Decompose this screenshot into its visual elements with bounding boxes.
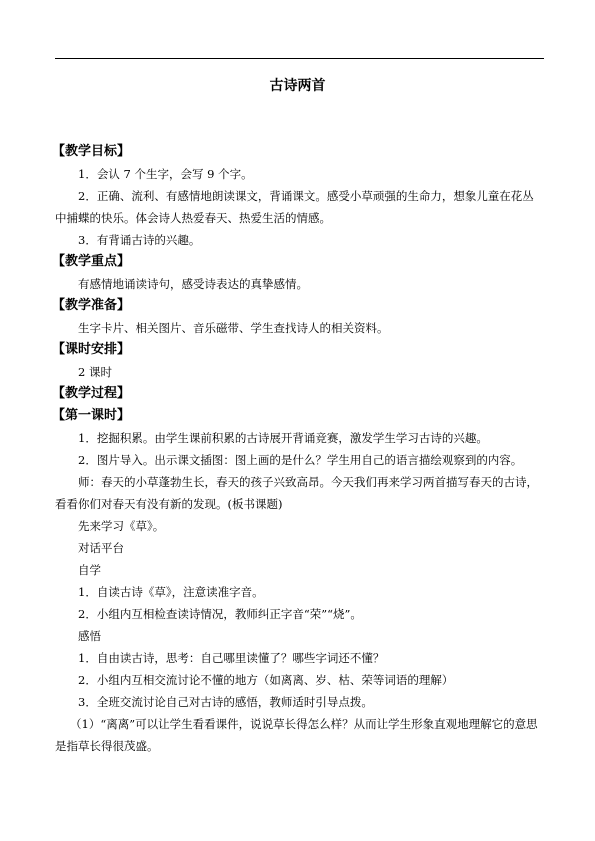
- section-heading: 【教学过程】: [52, 386, 131, 401]
- section-heading: 【教学重点】: [52, 254, 131, 269]
- paragraph: 3．有背诵古诗的兴趣。: [78, 233, 201, 247]
- paragraph: 1．自由读古诗，思考：自己哪里读懂了？哪些字词还不懂？: [78, 651, 385, 665]
- paragraph: 师：春天的小草蓬勃生长，春天的孩子兴致高昂。今天我们再来学习两首描写春天的古诗，看看你们对春天有没有新的发现。(板书课题): [55, 475, 538, 511]
- paragraph: 先来学习《草》。: [78, 519, 165, 533]
- paragraph: 1．自读古诗《草》，注意读准字音。: [78, 585, 264, 599]
- document-body: [52, 141, 543, 757]
- paragraph: 对话平台: [78, 541, 124, 555]
- header-rule: [55, 58, 544, 59]
- paragraph: （1）“离离”可以让学生看看课件，说说草长得怎么样？从而让学生形象直观地理解它的意思是指草长得很茂盛。: [55, 717, 538, 753]
- section-heading: 【课时安排】: [52, 342, 131, 357]
- paragraph: 2．小组内互相检查读诗情况，教师纠正字音“荣”“烧”。: [78, 607, 362, 621]
- paragraph: 1．会认 7 个生字，会写 9 个字。: [78, 167, 253, 181]
- paragraph: 2．小组内互相交流讨论不懂的地方（如离离、岁、枯、荣等词语的理解）: [78, 673, 454, 687]
- paragraph: 自学: [78, 563, 101, 577]
- paragraph: 2．正确、流利、有感情地朗读课文，背诵课文。感受小草顽强的生命力，想象儿童在花丛中捕蝶的快乐。体会诗人热爱春天、热爱生活的情感。: [55, 189, 534, 225]
- paragraph: 有感情地诵读诗句，感受诗表达的真挚感情。: [78, 277, 308, 291]
- page-title: 古诗两首: [269, 78, 326, 94]
- paragraph: 2 课时: [78, 365, 112, 379]
- paragraph: 2．图片导入。出示课文插图：图上画的是什么？学生用自己的语言描绘观察到的内容。: [78, 453, 523, 467]
- section-heading: 【第一课时】: [52, 408, 131, 423]
- paragraph: 1．挖掘积累。由学生课前积累的古诗展开背诵竞赛，激发学生学习古诗的兴趣。: [78, 431, 488, 445]
- paragraph: 3．全班交流讨论自己对古诗的感悟，教师适时引导点拨。: [78, 695, 373, 709]
- section-heading: 【教学准备】: [52, 298, 131, 313]
- section-heading: 【教学目标】: [52, 144, 131, 159]
- paragraph: 生字卡片、相关图片、音乐磁带、学生查找诗人的相关资料。: [78, 321, 389, 335]
- paragraph: 感悟: [78, 629, 101, 643]
